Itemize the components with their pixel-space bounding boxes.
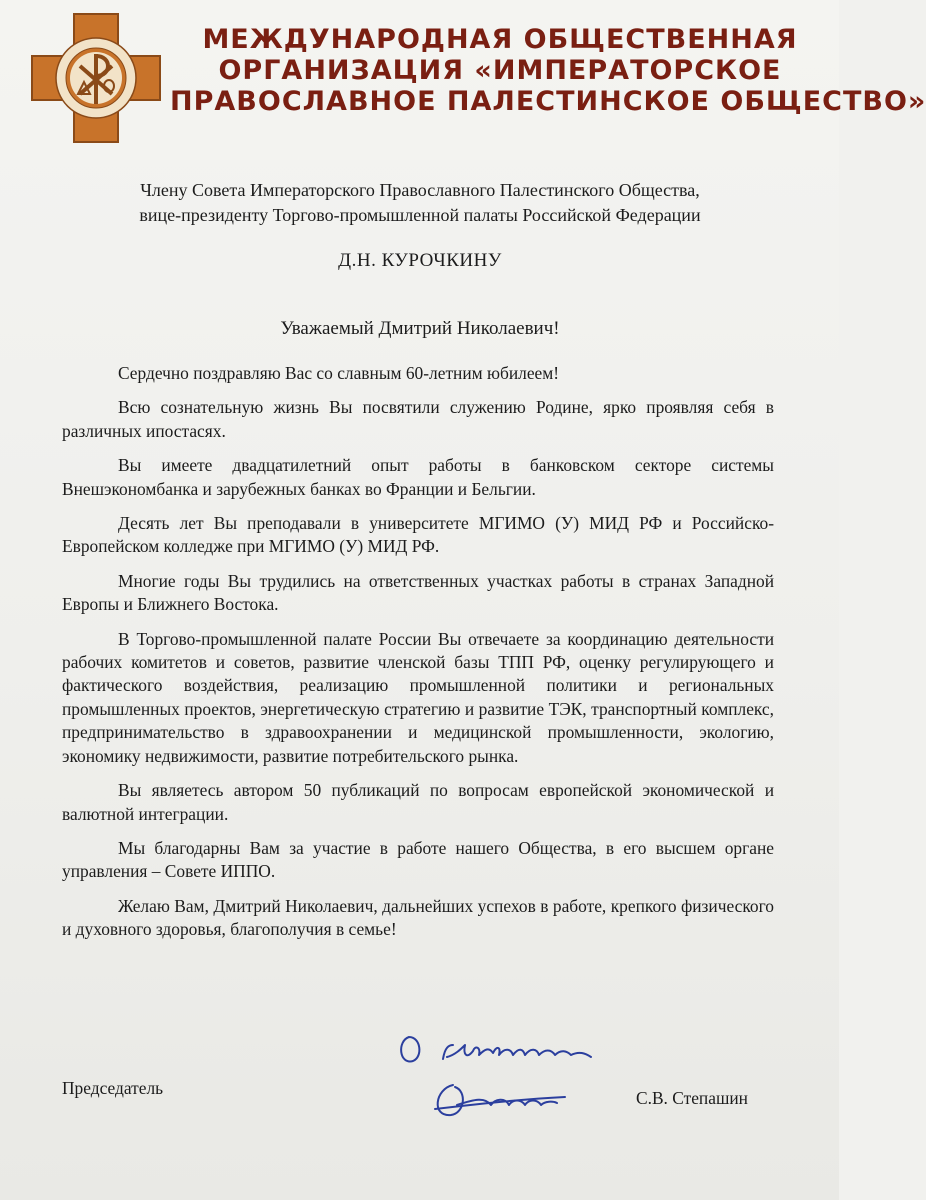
letter-body bbox=[62, 362, 774, 953]
body-paragraph: Сердечно поздравляю Вас со славным 60-летним юбилеем! bbox=[118, 363, 560, 383]
organization-title-line: ОРГАНИЗАЦИЯ «ИМПЕРАТОРСКОЕ bbox=[218, 55, 782, 86]
organization-title bbox=[170, 24, 926, 117]
recipient-line: вице-президенту Торгово-промышленной палаты Российской Федерации bbox=[139, 205, 701, 225]
handwritten-signature bbox=[395, 1015, 625, 1125]
organization-title-line: ПРАВОСЛАВНОЕ ПАЛЕСТИНСКОЕ ОБЩЕСТВО» bbox=[170, 86, 926, 117]
recipient-name: Д.Н. КУРОЧКИНУ bbox=[338, 250, 502, 271]
body-paragraph: Мы благодарны Вам за участие в работе нашего Общества, в его высшем органе управления – Совете ИППО. bbox=[62, 837, 774, 882]
body-paragraph: Вы являетесь автором 50 публикаций по вопросам европейской экономической и валютной интеграции. bbox=[62, 780, 774, 824]
recipient-line: Члену Совета Императорского Православного Палестинского Общества, bbox=[140, 180, 700, 200]
body-paragraph: Желаю Вам, Дмитрий Николаевич, дальнейших успехов в работе, крепкого физического и духовного здоровья, благополучия в семье! bbox=[62, 895, 774, 940]
signatory-title: Председатель bbox=[62, 1078, 164, 1098]
body-paragraph: Многие годы Вы трудились на ответственных участках работы в странах Западной Европы и Ближнего Востока. bbox=[62, 570, 774, 615]
organization-title-line: МЕЖДУНАРОДНАЯ ОБЩЕСТВЕННАЯ bbox=[202, 24, 798, 55]
body-paragraph: В Торгово-промышленной палате России Вы отвечаете за координацию деятельности рабочих комитетов и советов, развитие членской базы ТПП РФ, оценку регулирующего и фактического воздействия, реализацию промышленной политики и региональных промышленных проектов, энергетическую стратегию и развитие ТЭК, транспортный комплекс, предпринимательство в здравоохранении и медицинской промышленности, экологию, экономику недвижимости, развитие потребительского рынка. bbox=[62, 628, 774, 766]
body-paragraph: Всю сознательную жизнь Вы посвятили служению Родине, ярко проявляя себя в различных ипостасях. bbox=[62, 397, 774, 441]
salutation: Уважаемый Дмитрий Николаевич! bbox=[280, 318, 560, 339]
body-paragraph: Вы имеете двадцатилетний опыт работы в банковском секторе системы Внешэкономбанка и зарубежных банках во Франции и Бельгии. bbox=[62, 455, 774, 499]
recipient-block bbox=[60, 178, 780, 228]
signatory-name: С.В. Степашин bbox=[636, 1088, 748, 1108]
orthodox-cross-emblem-icon bbox=[28, 10, 164, 146]
body-paragraph: Десять лет Вы преподавали в университете МГИМО (У) МИД РФ и Российско-Европейском колледже при МГИМО (У) МИД РФ. bbox=[62, 513, 774, 557]
